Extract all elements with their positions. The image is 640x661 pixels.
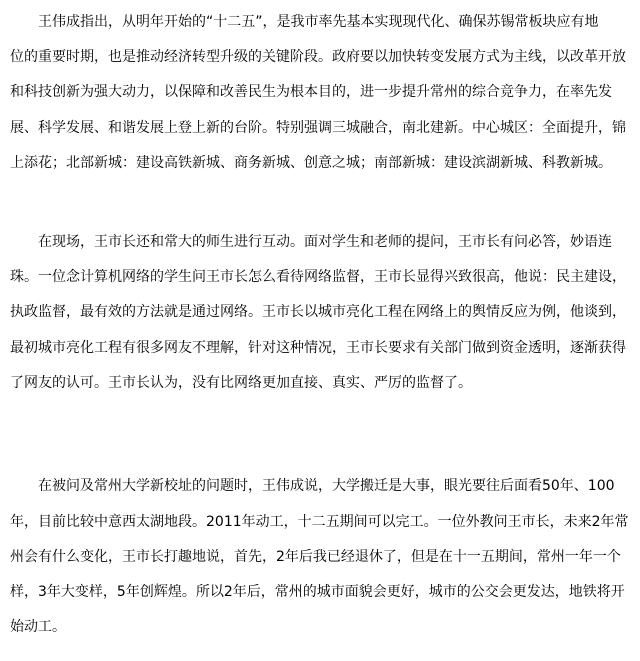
text-line: 展、科学发展、和谐发展上登上新的台阶。特别强调三城融合，南北建新。中心城区：全面提升，锦 — [10, 120, 626, 136]
text-line: 在被问及常州大学新校址的问题时，王伟成说，大学搬迁是大事，眼光要往后面看50年、100 — [38, 478, 615, 494]
text-line: 在现场，王市长还和常大的师生进行互动。面对学生和老师的提问，王市长有问必答，妙语连 — [38, 234, 612, 250]
text-line: 了网友的认可。王市长认为，没有比网络更加直接、真实、严厉的监督了。 — [10, 375, 472, 391]
text-line: 执政监督，最有效的方法就是通过网络。王市长以城市亮化工程在网络上的舆情反应为例，他谈到， — [10, 304, 626, 320]
text-line: 和科技创新为强大动力，以保障和改善民生为根本目的，进一步提升常州的综合竞争力，在率先发 — [10, 84, 612, 100]
text-line: 位的重要时期，也是推动经济转型升级的关键阶段。政府要以加快转变发展方式为主线，以改革开放 — [10, 49, 626, 65]
text-line: 州会有什么变化，王市长打趣地说，首先，2年后我已经退休了，但是在十一五期间，常州一年一个 — [10, 549, 621, 565]
text-line: 最初城市亮化工程有很多网友不理解，针对这种情况，王市长要求有关部门做到资金透明，逐渐获得 — [10, 340, 626, 356]
text-line: 上添花；北部新城：建设高铁新城、商务新城、创意之城；南部新城：建设滨湖新城、科教新城。 — [10, 155, 612, 171]
text-line: 年，目前比较中意西太湖地段。2011年动工，十二五期间可以完工。一位外教问王市长，未来2年常 — [10, 514, 629, 530]
text-line: 王伟成指出，从明年开始的“十二五”，是我市率先基本实现现代化、确保苏锡常板块应有地 — [38, 14, 599, 30]
text-line: 始动工。 — [10, 619, 66, 635]
text-line: 珠。一位念计算机网络的学生问王市长怎么看待网络监督，王市长显得兴致很高，他说：民主建设， — [10, 269, 626, 285]
text-line: 样，3年大变样，5年创辉煌。所以2年后，常州的城市面貌会更好，城市的公交会更发达，地铁将开 — [10, 584, 625, 600]
